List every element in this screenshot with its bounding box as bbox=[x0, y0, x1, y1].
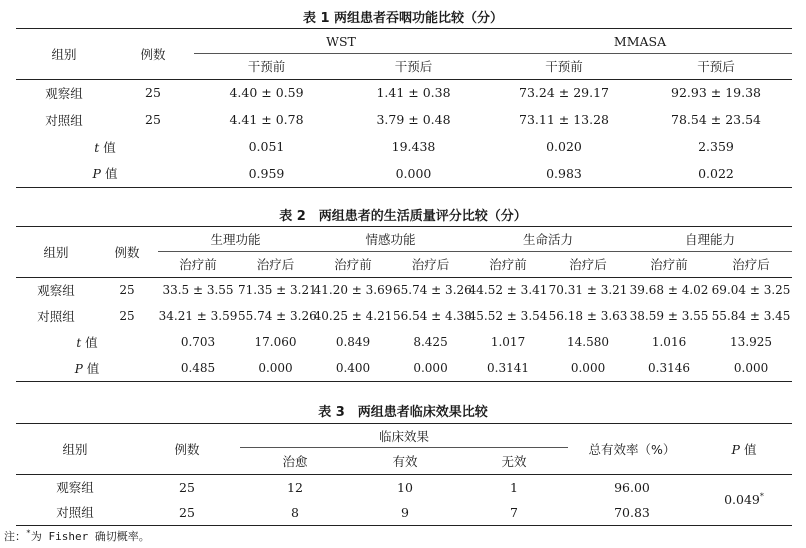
table3-header-valid: 有效 bbox=[392, 453, 418, 469]
row-label: 对照组 bbox=[37, 309, 75, 324]
cell-value: 19.438 bbox=[391, 139, 436, 154]
table2-header-group: 组别 bbox=[16, 227, 96, 277]
table1-header-mmasa: MMASA bbox=[488, 29, 792, 54]
cell-value: 92.93 ± 19.38 bbox=[671, 85, 761, 101]
cell-value: 0.849 bbox=[335, 335, 371, 349]
cell-value: 39.68 ± 4.02 bbox=[629, 283, 709, 298]
table3-header-n: 例数 bbox=[134, 424, 240, 474]
table2-header-post: 治疗后 bbox=[569, 257, 607, 273]
table1-header-pre: 干预前 bbox=[545, 59, 583, 75]
row-n: 25 bbox=[145, 85, 161, 101]
cell-value: 65.74 ± 3.26 bbox=[393, 283, 472, 298]
cell-value: 69.04 ± 3.25 bbox=[711, 283, 791, 298]
cell-value: 1 bbox=[510, 479, 518, 495]
table2-domain-physical: 生理功能 bbox=[158, 227, 313, 252]
cell-value: 3.79 ± 0.48 bbox=[376, 112, 451, 127]
t-word: 值 bbox=[103, 139, 116, 155]
cell-value: 33.5 ± 3.55 bbox=[162, 283, 234, 298]
table3-header-invalid: 无效 bbox=[501, 453, 527, 469]
table1-header-wst: WST bbox=[194, 29, 488, 54]
table2-domain-vitality: 生命活力 bbox=[468, 227, 628, 252]
table2 bbox=[16, 226, 792, 382]
cell-value: 55.74 ± 3.26 bbox=[238, 309, 317, 323]
p-value-label bbox=[16, 355, 158, 381]
t-value-label bbox=[16, 329, 158, 355]
cell-value: 0.983 bbox=[488, 160, 640, 187]
cell-value: 38.59 ± 3.55 bbox=[629, 309, 709, 323]
p-value-label bbox=[16, 160, 194, 187]
t-value-label bbox=[16, 133, 194, 160]
cell-value: 0.000 bbox=[710, 355, 792, 381]
p-value-row bbox=[16, 355, 792, 381]
cell-value: 13.925 bbox=[730, 335, 773, 349]
table3-header-total: 总有效率（%） bbox=[568, 424, 696, 474]
p-value: 0.049 bbox=[724, 492, 760, 508]
table2-header-n: 例数 bbox=[96, 227, 158, 277]
row-label: 观察组 bbox=[56, 480, 94, 496]
cell-value: 41.20 ± 3.69 bbox=[313, 283, 393, 298]
table-row bbox=[16, 474, 792, 500]
row-n: 25 bbox=[119, 283, 135, 298]
table-row bbox=[16, 303, 792, 329]
table1-header-row bbox=[16, 29, 792, 54]
cell-value: 55.84 ± 3.45 bbox=[711, 309, 791, 323]
p-value-cell bbox=[696, 474, 792, 525]
cell-value: 4.41 ± 0.78 bbox=[229, 112, 304, 127]
cell-value: 56.54 ± 4.38 bbox=[393, 309, 472, 323]
cell-value: 0.051 bbox=[248, 139, 285, 154]
table-row bbox=[16, 79, 792, 106]
table2-header-post: 治疗后 bbox=[732, 257, 770, 273]
cell-value: 0.400 bbox=[313, 355, 393, 381]
table2-header-row bbox=[16, 227, 792, 252]
t-value-row bbox=[16, 133, 792, 160]
cell-value: 0.000 bbox=[339, 160, 488, 187]
cell-value: 14.580 bbox=[567, 335, 610, 349]
row-label: 对照组 bbox=[45, 112, 83, 128]
table1 bbox=[16, 28, 792, 188]
t-symbol: t bbox=[76, 336, 82, 350]
cell-value: 10 bbox=[397, 479, 413, 495]
row-n: 25 bbox=[145, 112, 161, 127]
table3-header-row bbox=[16, 424, 792, 448]
cell-value: 70.31 ± 3.21 bbox=[548, 283, 628, 298]
row-n: 25 bbox=[119, 309, 135, 323]
table1-header-post: 干预后 bbox=[697, 59, 735, 75]
cell-value: 4.40 ± 0.59 bbox=[229, 85, 304, 101]
p-symbol: P bbox=[74, 361, 83, 376]
footnote-mark: * bbox=[26, 528, 31, 538]
footnote-prefix: 注： bbox=[4, 530, 26, 543]
cell-value: 0.485 bbox=[158, 355, 238, 381]
cell-value: 71.35 ± 3.21 bbox=[238, 283, 317, 298]
cell-value: 9 bbox=[350, 500, 460, 525]
cell-value: 73.24 ± 29.17 bbox=[519, 85, 609, 101]
table3-header-cure: 治愈 bbox=[282, 453, 308, 469]
footnote-text: 为 Fisher 确切概率。 bbox=[30, 530, 150, 543]
cell-value: 0.000 bbox=[393, 355, 468, 381]
p-word: 值 bbox=[86, 360, 100, 376]
cell-value: 34.21 ± 3.59 bbox=[158, 309, 238, 323]
table3-header-group: 组别 bbox=[16, 424, 134, 474]
cell-value: 0.020 bbox=[546, 139, 582, 154]
cell-value: 1.41 ± 0.38 bbox=[376, 85, 451, 101]
t-word: 值 bbox=[85, 335, 98, 350]
table2-domain-selfcare: 自理能力 bbox=[628, 227, 792, 252]
row-label: 观察组 bbox=[37, 283, 75, 299]
row-n: 25 bbox=[179, 479, 195, 495]
table2-header-pre: 治疗前 bbox=[650, 257, 688, 273]
cell-value: 70.83 bbox=[568, 500, 696, 525]
cell-value: 40.25 ± 4.21 bbox=[313, 309, 393, 323]
p-symbol: P bbox=[92, 166, 101, 182]
cell-value: 7 bbox=[460, 500, 568, 525]
table1-header-n: 例数 bbox=[112, 29, 194, 79]
row-label: 对照组 bbox=[16, 500, 134, 525]
table2-header-pre: 治疗前 bbox=[334, 257, 372, 273]
row-n: 25 bbox=[134, 500, 240, 525]
table3-header-p bbox=[696, 424, 792, 474]
cell-value: 8 bbox=[240, 500, 350, 525]
table1-header-pre: 干预前 bbox=[247, 59, 286, 75]
cell-value: 0.000 bbox=[548, 355, 628, 381]
row-label: 观察组 bbox=[45, 85, 83, 101]
p-symbol: P bbox=[731, 441, 740, 457]
p-value-mark: * bbox=[759, 491, 764, 501]
cell-value: 2.359 bbox=[698, 139, 734, 154]
cell-value: 0.959 bbox=[194, 160, 339, 187]
table2-caption: 表 2 两组患者的生活质量评分比较（分） bbox=[279, 209, 527, 224]
table2-header-pre: 治疗前 bbox=[179, 257, 217, 273]
table-row bbox=[16, 500, 792, 525]
cell-value: 12 bbox=[287, 479, 303, 495]
cell-value: 56.18 ± 3.63 bbox=[548, 309, 628, 323]
cell-value: 0.3141 bbox=[468, 355, 548, 381]
table1-caption: 表 1 两组患者吞咽功能比较（分） bbox=[302, 11, 504, 26]
cell-value: 0.000 bbox=[238, 355, 313, 381]
cell-value: 73.11 ± 13.28 bbox=[519, 112, 609, 127]
cell-value: 8.425 bbox=[413, 335, 448, 349]
cell-value: 1.016 bbox=[651, 335, 687, 349]
cell-value: 44.52 ± 3.41 bbox=[468, 283, 548, 298]
table3-header-effect: 临床效果 bbox=[240, 424, 568, 448]
t-symbol: t bbox=[94, 139, 100, 155]
cell-value: 1.017 bbox=[490, 335, 526, 349]
table3 bbox=[16, 423, 792, 526]
cell-value: 0.3146 bbox=[628, 355, 710, 381]
cell-value: 17.060 bbox=[254, 335, 297, 349]
p-word: 值 bbox=[104, 166, 118, 182]
table2-header-post: 治疗后 bbox=[256, 257, 295, 273]
p-word: 值 bbox=[743, 441, 757, 457]
cell-value: 0.022 bbox=[640, 160, 792, 187]
table2-header-post: 治疗后 bbox=[411, 257, 450, 273]
cell-value: 96.00 bbox=[614, 479, 650, 495]
table-row bbox=[16, 106, 792, 133]
cell-value: 45.52 ± 3.54 bbox=[468, 309, 548, 323]
p-value-row bbox=[16, 160, 792, 187]
cell-value: 78.54 ± 23.54 bbox=[671, 112, 761, 127]
footnote bbox=[4, 528, 150, 544]
cell-value: 0.703 bbox=[180, 335, 216, 349]
table1-header-group: 组别 bbox=[16, 29, 112, 79]
table1-header-post: 干预后 bbox=[394, 59, 433, 75]
table2-domain-emotional: 情感功能 bbox=[313, 227, 468, 252]
table-row bbox=[16, 277, 792, 303]
t-value-row bbox=[16, 329, 792, 355]
table2-header-pre: 治疗前 bbox=[489, 257, 527, 273]
table3-caption: 表 3 两组患者临床效果比较 bbox=[318, 405, 488, 420]
